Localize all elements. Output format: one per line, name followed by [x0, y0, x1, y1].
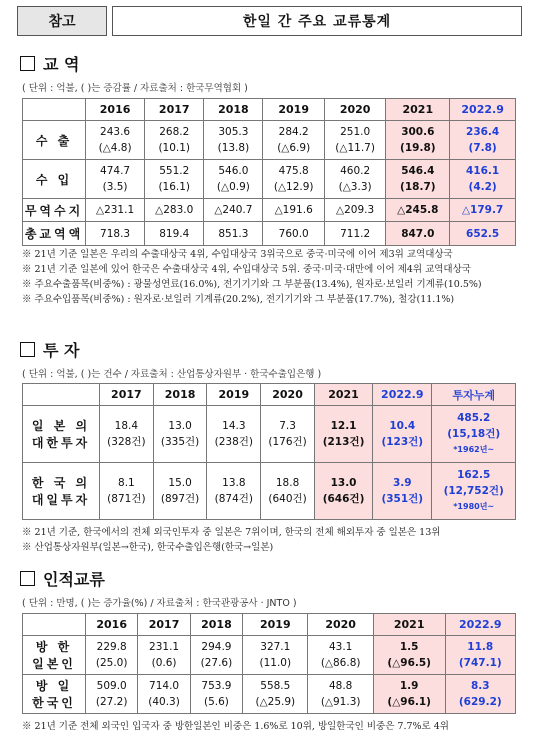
cell-line: 485.2	[457, 412, 491, 424]
cell-line: (13.8)	[217, 142, 250, 154]
column-header: 2022.9	[445, 614, 515, 636]
row-label-line: 한 국 의	[31, 476, 91, 490]
table-row	[23, 199, 516, 222]
row-label	[23, 463, 100, 520]
data-cell	[145, 160, 204, 199]
cell-line: (328건)	[107, 436, 146, 448]
cell-line: 558.5	[260, 680, 291, 692]
cell-line: 714.0	[149, 680, 180, 692]
data-cell	[138, 675, 190, 714]
column-header: 2019	[243, 614, 308, 636]
column-header: 2017	[100, 384, 154, 406]
cell-line: 12.1	[330, 420, 357, 432]
cell-line: 18.8	[275, 477, 300, 489]
data-cell	[373, 406, 432, 463]
cell-line: 229.8	[96, 641, 127, 653]
cell-line: 10.4	[389, 420, 416, 432]
data-cell	[204, 160, 263, 199]
people-footnotes	[22, 719, 522, 734]
data-cell	[324, 199, 385, 222]
column-header: 2018	[190, 614, 242, 636]
row-label-line: 방 일	[35, 679, 73, 693]
cell-line: (871건)	[107, 493, 146, 505]
footnote: ※ 주요수출품목(비중%) : 광물성연료(16.0%), 전기기기와 그 부분품(13.4%), 원자로·보일러 기계류(10.5%)	[22, 279, 482, 290]
cell-line: (238건)	[214, 436, 254, 448]
cell-line: 13.0	[168, 420, 192, 432]
table-row	[23, 636, 516, 675]
cell-line: 8.1	[118, 477, 135, 489]
cell-line: 294.9	[201, 641, 232, 653]
cell-line: (△25.9)	[255, 696, 296, 708]
row-label-line: 대한투자	[31, 436, 91, 450]
cell-line: 7.3	[279, 420, 296, 432]
row-label-line: 일 본 의	[31, 419, 91, 433]
cell-line: (△96.5)	[387, 657, 431, 669]
cell-line: (△96.1)	[387, 696, 431, 708]
row-label	[23, 636, 86, 675]
data-cell	[324, 160, 385, 199]
footnote: ※ 21년 기준 전체 외국인 입국자 중 방한일본인 비중은 1.6%로 10위, 방일한국인 비중은 7.7%로 4위	[22, 721, 449, 732]
data-cell	[263, 121, 324, 160]
header-row	[23, 384, 516, 406]
cell-line: (19.8)	[400, 142, 436, 154]
data-cell	[386, 222, 450, 246]
cell-line: △245.8	[397, 204, 439, 216]
data-cell	[204, 121, 263, 160]
reference-tag: 참고	[17, 6, 107, 36]
data-cell	[243, 636, 308, 675]
header-row	[23, 614, 516, 636]
page-title: 한일 간 주요 교류통계	[112, 6, 522, 36]
row-label	[23, 675, 86, 714]
cell-line: (176건)	[268, 436, 307, 448]
column-header: 2021	[373, 614, 445, 636]
cell-line: 300.6	[401, 126, 435, 138]
section-people-heading: 인적교류	[20, 567, 105, 590]
data-cell	[86, 121, 145, 160]
cell-line: (335건)	[160, 436, 200, 448]
column-header: 2020	[261, 384, 315, 406]
cell-line: 14.3	[222, 420, 246, 432]
table-row	[23, 160, 516, 199]
column-header: 2020	[324, 99, 385, 121]
data-cell	[145, 121, 204, 160]
data-cell	[263, 160, 324, 199]
table-row	[23, 222, 516, 246]
cell-line: (16.1)	[158, 181, 191, 193]
cell-line: (11.0)	[259, 657, 292, 669]
data-cell	[308, 675, 373, 714]
cell-line: 11.8	[467, 641, 494, 653]
cell-line: 711.2	[340, 227, 371, 240]
cell-line: 13.0	[330, 477, 357, 489]
cell-line: (213건)	[322, 436, 365, 448]
cell-line: *1962년~	[453, 445, 495, 454]
data-cell	[207, 406, 261, 463]
cell-line: (12,752건)	[443, 485, 504, 497]
table-row	[23, 406, 516, 463]
data-cell	[373, 675, 445, 714]
cell-line: △209.3	[336, 204, 375, 216]
cell-line: (40.3)	[148, 696, 180, 708]
cell-line: 551.2	[159, 165, 190, 177]
cell-line: (10.1)	[158, 142, 191, 154]
data-cell	[207, 463, 261, 520]
cell-line: 652.5	[466, 227, 500, 240]
trade-footnotes	[22, 247, 522, 307]
data-cell	[314, 463, 372, 520]
cell-line: (△6.9)	[277, 142, 311, 154]
column-header: 2021	[386, 99, 450, 121]
row-label-line: 방 한	[35, 640, 73, 654]
data-cell	[153, 463, 207, 520]
data-cell	[373, 636, 445, 675]
column-header: 2018	[204, 99, 263, 121]
row-label: 총교역액	[23, 222, 86, 246]
cell-line: 305.3	[218, 126, 249, 138]
data-cell	[324, 222, 385, 246]
cell-line: (3.5)	[102, 181, 128, 193]
data-cell	[100, 463, 154, 520]
cell-line: (4.2)	[468, 181, 497, 193]
data-cell	[263, 222, 324, 246]
column-header: 2017	[145, 99, 204, 121]
cell-line: (7.8)	[468, 142, 497, 154]
cell-line: 475.8	[278, 165, 309, 177]
data-cell	[261, 463, 315, 520]
cell-line: 13.8	[222, 477, 246, 489]
data-cell	[86, 636, 138, 675]
cell-line: 546.4	[401, 165, 435, 177]
data-cell	[450, 121, 516, 160]
data-cell	[145, 222, 204, 246]
data-cell	[445, 636, 515, 675]
cell-line: △283.0	[155, 204, 194, 216]
data-cell	[432, 406, 516, 463]
cell-line: 1.9	[399, 680, 419, 692]
cell-line: 546.0	[218, 165, 249, 177]
cell-line: (351건)	[381, 493, 424, 505]
data-cell	[86, 222, 145, 246]
cell-line: △231.1	[96, 204, 135, 216]
checkbox-square-icon	[20, 571, 35, 586]
people-table	[22, 613, 516, 714]
corner-cell	[23, 384, 100, 406]
cell-line: (874건)	[214, 493, 254, 505]
data-cell	[386, 121, 450, 160]
cell-line: 48.8	[328, 680, 353, 692]
section-trade-heading: 교 역	[20, 52, 79, 75]
section-invest-heading: 투 자	[20, 338, 79, 361]
row-label: 무역수지	[23, 199, 86, 222]
cell-line: 236.4	[466, 126, 500, 138]
data-cell	[138, 636, 190, 675]
cell-line: (△4.8)	[98, 142, 132, 154]
data-cell	[450, 160, 516, 199]
footnote: ※ 산업통상자원부(일본→한국), 한국수출입은행(한국→일본)	[22, 542, 274, 553]
data-cell	[204, 222, 263, 246]
cell-line: 15.0	[168, 477, 192, 489]
column-header: 2021	[314, 384, 372, 406]
cell-line: △191.6	[274, 204, 313, 216]
data-cell	[263, 199, 324, 222]
cell-line: (△91.3)	[320, 696, 361, 708]
cell-line: 1.5	[399, 641, 419, 653]
cell-line: (△3.3)	[338, 181, 372, 193]
data-cell	[204, 199, 263, 222]
column-header: 2017	[138, 614, 190, 636]
cell-line: 327.1	[260, 641, 291, 653]
table-row	[23, 675, 516, 714]
cell-line: 8.3	[470, 680, 490, 692]
cell-line: 162.5	[457, 469, 491, 481]
data-cell	[386, 160, 450, 199]
data-cell	[386, 199, 450, 222]
cell-line: 753.9	[201, 680, 232, 692]
column-header: 2016	[86, 614, 138, 636]
footnote: ※ 21년 기준 일본에 있어 한국은 수출대상국 4위, 수입대상국 5위. 중국·미국·대만에 이어 제4위 교역대상국	[22, 264, 471, 275]
data-cell	[190, 675, 242, 714]
table-row	[23, 121, 516, 160]
data-cell	[308, 636, 373, 675]
footnote: ※ 주요수입품목(비중%) : 원자로·보일러 기계류(20.2%), 전기기기와 그 부분품(17.7%), 철강(11.1%)	[22, 294, 455, 305]
data-cell	[145, 199, 204, 222]
checkbox-square-icon	[20, 342, 35, 357]
cell-line: 284.2	[278, 126, 309, 138]
cell-line: (646건)	[322, 493, 365, 505]
cell-line: 474.7	[100, 165, 131, 177]
invest-unit-note: ( 단위 : 억불, ( )는 건수 / 자료출처 : 산업통상자원부 · 한국수출입은행 )	[22, 369, 322, 380]
cell-line: (△12.9)	[273, 181, 314, 193]
cell-line: 243.6	[100, 126, 131, 138]
people-unit-note: ( 단위 : 만명, ( )는 증가율(%) / 자료출처 : 한국관광공사 · JNTO )	[22, 598, 297, 609]
cell-line: (5.6)	[203, 696, 229, 708]
data-cell	[86, 199, 145, 222]
data-cell	[86, 675, 138, 714]
cell-line: (123건)	[381, 436, 424, 448]
table-row	[23, 463, 516, 520]
cell-line: 416.1	[466, 165, 500, 177]
cell-line: 718.3	[100, 227, 131, 240]
cell-line: 460.2	[340, 165, 371, 177]
cell-line: (747.1)	[458, 657, 502, 669]
cell-line: *1980년~	[453, 502, 495, 511]
page-header	[17, 6, 522, 36]
row-label: 수 출	[23, 121, 86, 160]
data-cell	[324, 121, 385, 160]
cell-line: (897건)	[160, 493, 200, 505]
cell-line: (0.6)	[151, 657, 177, 669]
cell-line: △179.7	[461, 204, 504, 216]
data-cell	[261, 406, 315, 463]
cell-line: 251.0	[340, 126, 371, 138]
cell-line: 18.4	[114, 420, 139, 432]
cell-line: 851.3	[218, 227, 249, 240]
cell-line: 3.9	[392, 477, 412, 489]
cell-line: 231.1	[149, 641, 180, 653]
cell-line: (25.0)	[95, 657, 128, 669]
cell-line: (640건)	[268, 493, 307, 505]
data-cell	[373, 463, 432, 520]
column-header: 2019	[207, 384, 261, 406]
cell-line: 819.4	[159, 227, 190, 240]
cell-line: 43.1	[328, 641, 353, 653]
trade-table	[22, 98, 516, 246]
cell-line: (629.2)	[458, 696, 502, 708]
row-label-line: 대일투자	[31, 493, 91, 507]
row-label-line: 일본인	[32, 657, 76, 671]
footnote: ※ 21년 기준 일본은 우리의 수출대상국 4위, 수입대상국 3위국으로 중국·미국에 이어 제3위 교역대상국	[22, 249, 453, 260]
data-cell	[445, 675, 515, 714]
column-header: 2018	[153, 384, 207, 406]
cell-line: 760.0	[278, 227, 309, 240]
column-header: 2019	[263, 99, 324, 121]
data-cell	[243, 675, 308, 714]
column-header: 2022.9	[373, 384, 432, 406]
corner-cell	[23, 614, 86, 636]
row-label	[23, 406, 100, 463]
cell-line: (18.7)	[400, 181, 436, 193]
cell-line: (15,18건)	[447, 428, 501, 440]
cell-line: (△11.7)	[335, 142, 375, 154]
data-cell	[432, 463, 516, 520]
cell-line: △240.7	[214, 204, 253, 216]
row-label-line: 한국인	[32, 696, 76, 710]
header-row	[23, 99, 516, 121]
cell-line: (27.2)	[95, 696, 128, 708]
data-cell	[450, 199, 516, 222]
cell-line: (27.6)	[200, 657, 233, 669]
column-header: 2016	[86, 99, 145, 121]
cell-line: 847.0	[401, 227, 435, 240]
cell-line: 509.0	[96, 680, 127, 692]
data-cell	[86, 160, 145, 199]
invest-table	[22, 383, 516, 520]
checkbox-square-icon	[20, 56, 35, 71]
data-cell	[100, 406, 154, 463]
data-cell	[314, 406, 372, 463]
data-cell	[190, 636, 242, 675]
row-label: 수 입	[23, 160, 86, 199]
data-cell	[450, 222, 516, 246]
column-header: 투자누계	[432, 384, 516, 406]
corner-cell	[23, 99, 86, 121]
trade-unit-note: ( 단위 : 억불, ( )는 증감률 / 자료출처 : 한국무역협회 )	[22, 83, 248, 94]
column-header: 2020	[308, 614, 373, 636]
cell-line: (△86.8)	[320, 657, 361, 669]
column-header: 2022.9	[450, 99, 516, 121]
data-cell	[153, 406, 207, 463]
footnote: ※ 21년 기준, 한국에서의 전체 외국인투자 중 일본은 7위이며, 한국의 전체 해외투자 중 일본은 13위	[22, 527, 441, 538]
cell-line: 268.2	[159, 126, 190, 138]
cell-line: (△0.9)	[216, 181, 250, 193]
invest-footnotes	[22, 525, 522, 555]
